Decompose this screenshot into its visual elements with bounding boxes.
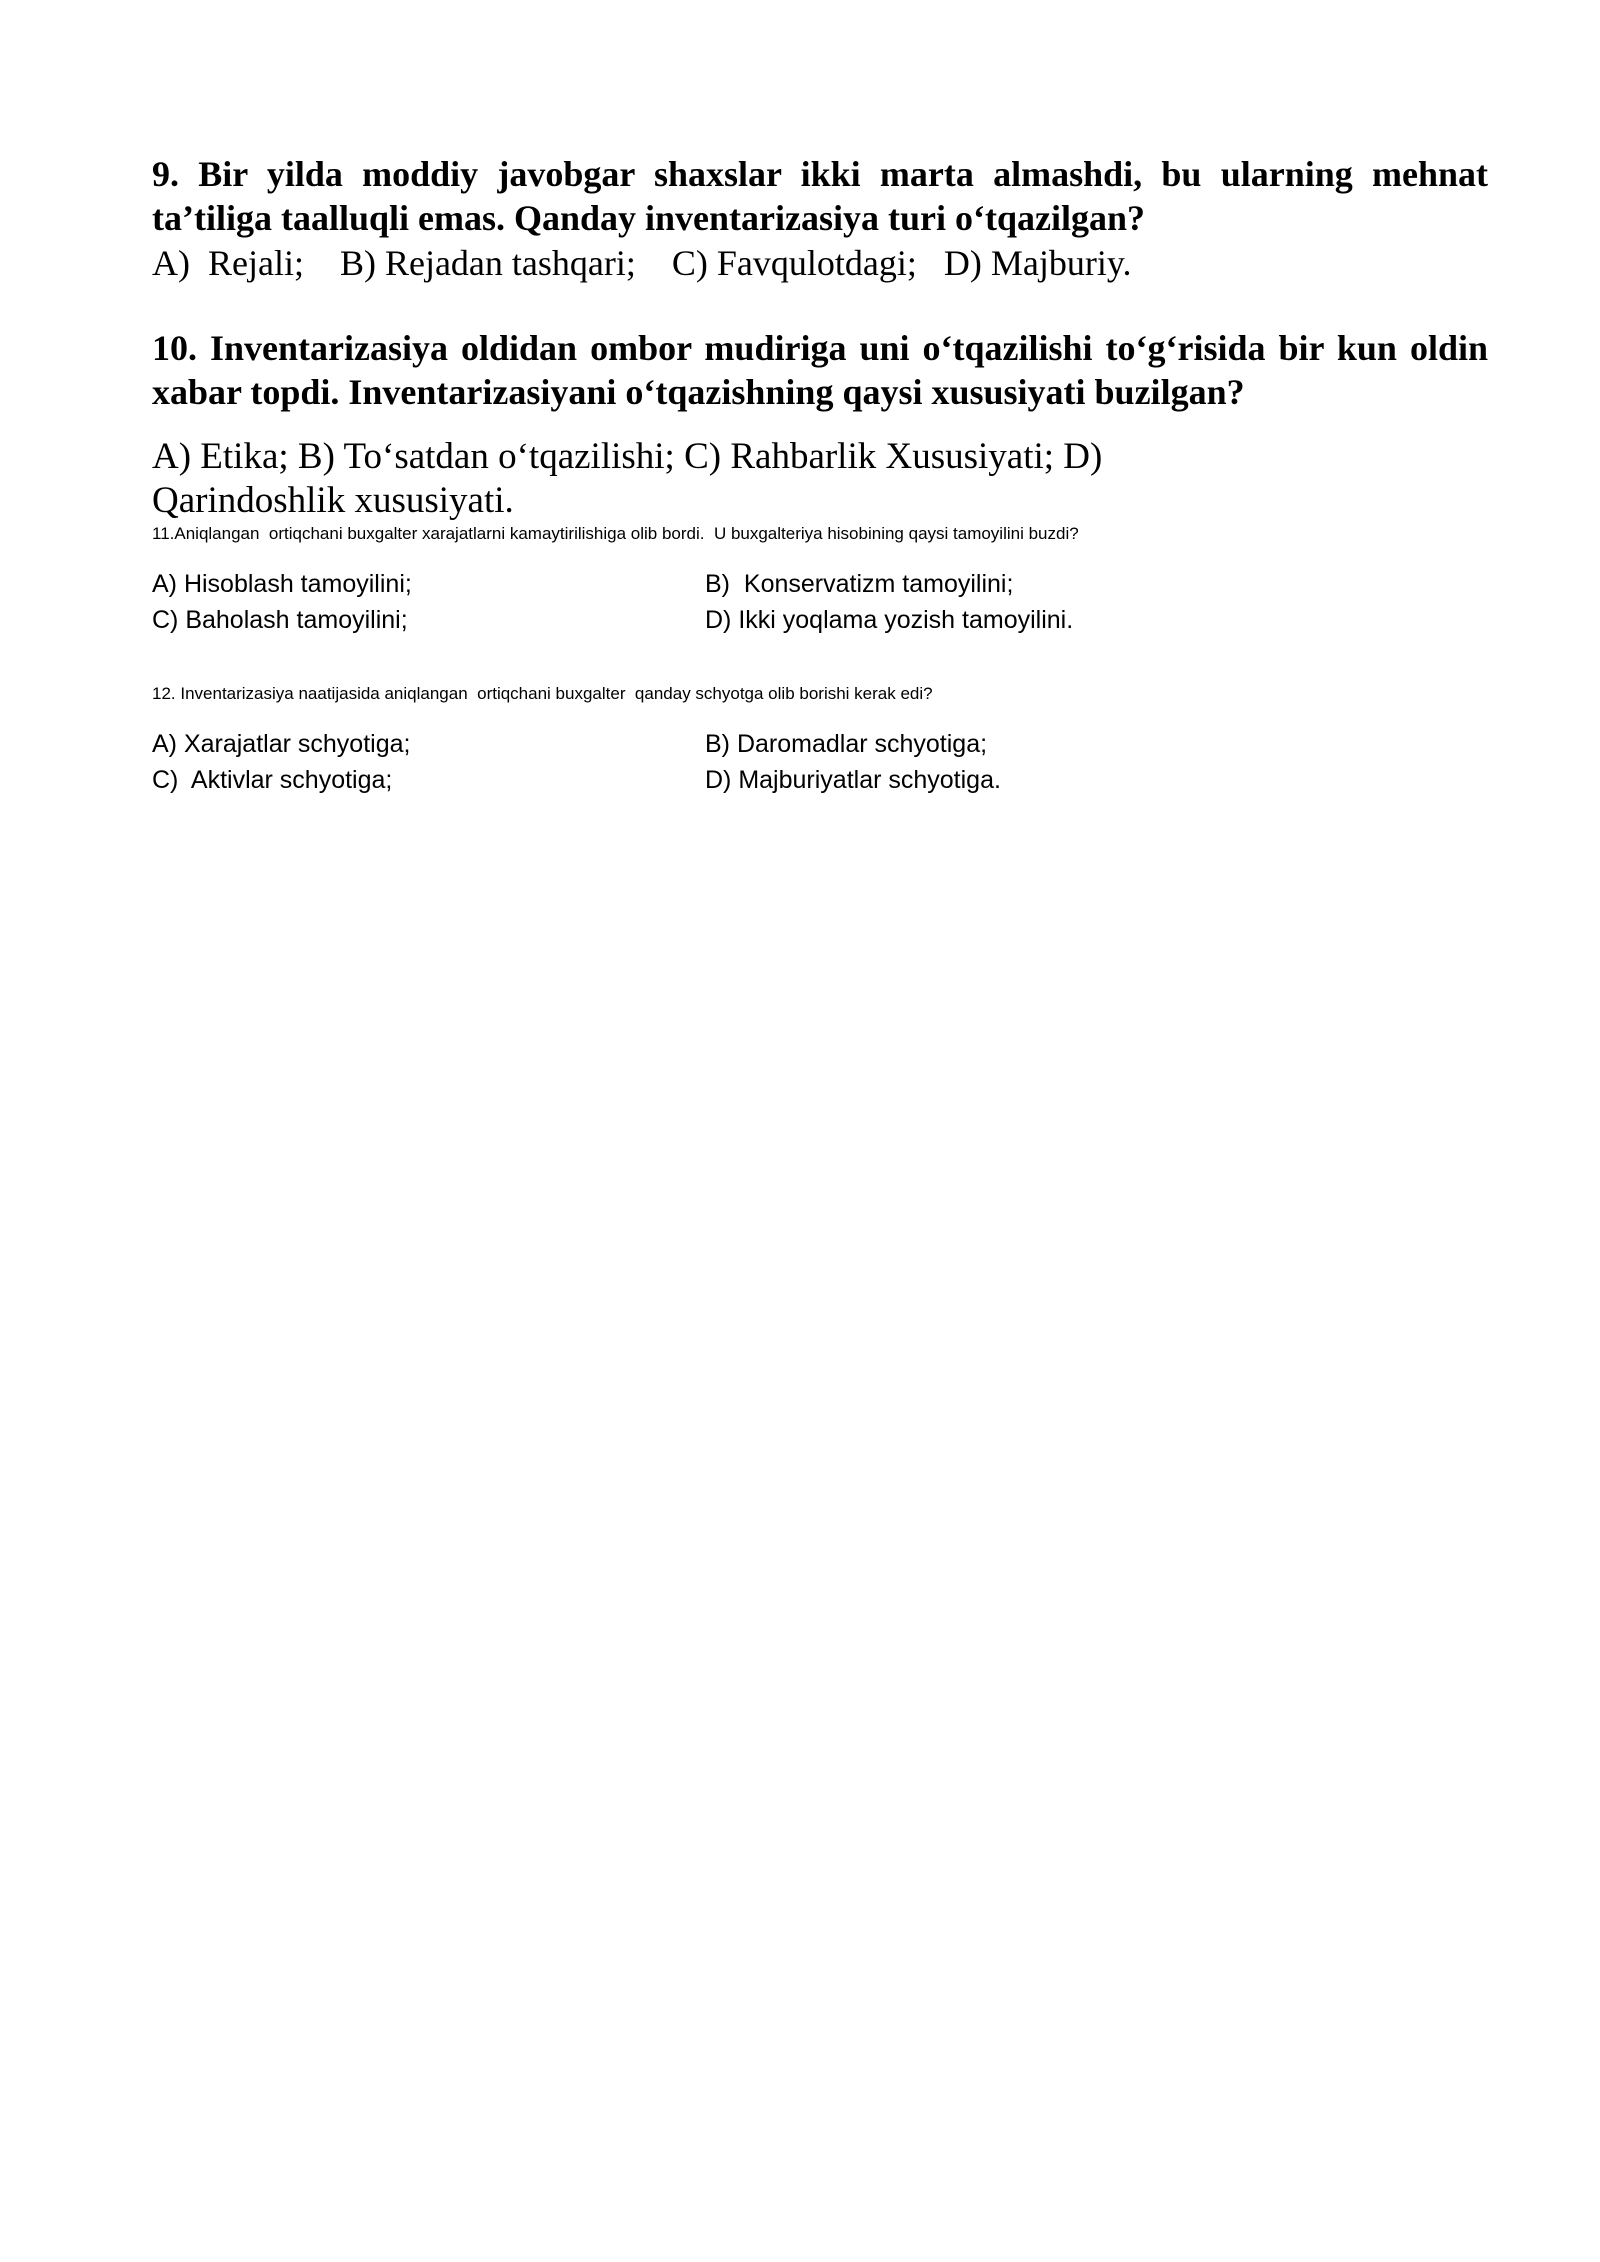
question-12-options-row-1 xyxy=(152,727,1488,761)
question-10-text: 10. Inventarizasiya oldidan ombor mudiriga uni o‘tqazilishi to‘g‘risida bir kun oldin xabar topdi. Inventarizasiyani o‘tqazishning qaysi xususiyati buzilgan? xyxy=(152,328,1488,412)
question-11-option-c: C) Baholash tamoyilini; xyxy=(152,606,408,634)
question-12-option-d: D) Majburiyatlar schyotiga. xyxy=(705,766,1001,794)
question-12-options-row-2 xyxy=(152,763,1488,797)
question-12-option-b: B) Daromadlar schyotiga; xyxy=(705,730,988,758)
question-12-text: 12. Inventarizasiya naatijasida aniqlangan ortiqchani buxgalter qanday schyotga olib borishi kerak edi? xyxy=(152,684,933,703)
question-11-text: 11.Aniqlangan ortiqchani buxgalter xarajatlarni kamaytirilishiga olib bordi. U buxgalteriya hisobining qaysi tamoyilini buzdi? xyxy=(152,524,1079,543)
question-9-text: 9. Bir yilda moddiy javobgar shaxslar ikki marta almashdi, bu ularning mehnat ta’tiliga taalluqli emas. Qanday inventarizasiya turi o‘tqazilgan? xyxy=(152,154,1488,238)
question-12-option-c: C) Aktivlar schyotiga; xyxy=(152,766,393,794)
question-11-option-a: A) Hisoblash tamoyilini; xyxy=(152,570,412,598)
question-11-option-d: D) Ikki yoqlama yozish tamoyilini. xyxy=(705,606,1074,634)
question-11-option-b: B) Konservatizm tamoyilini; xyxy=(705,570,1014,598)
question-11-options-row-1 xyxy=(152,567,1488,601)
question-11-options-row-2 xyxy=(152,603,1488,637)
question-9-options: A) Rejali; B) Rejadan tashqari; C) Favqulotdagi; D) Majburiy. xyxy=(152,243,1132,283)
question-10-options: A) Etika; B) To‘satdan o‘tqazilishi; C) Rahbarlik Xususiyati; D) Qarindoshlik xususiyati. xyxy=(152,436,1103,521)
question-12-option-a: A) Xarajatlar schyotiga; xyxy=(152,730,411,758)
